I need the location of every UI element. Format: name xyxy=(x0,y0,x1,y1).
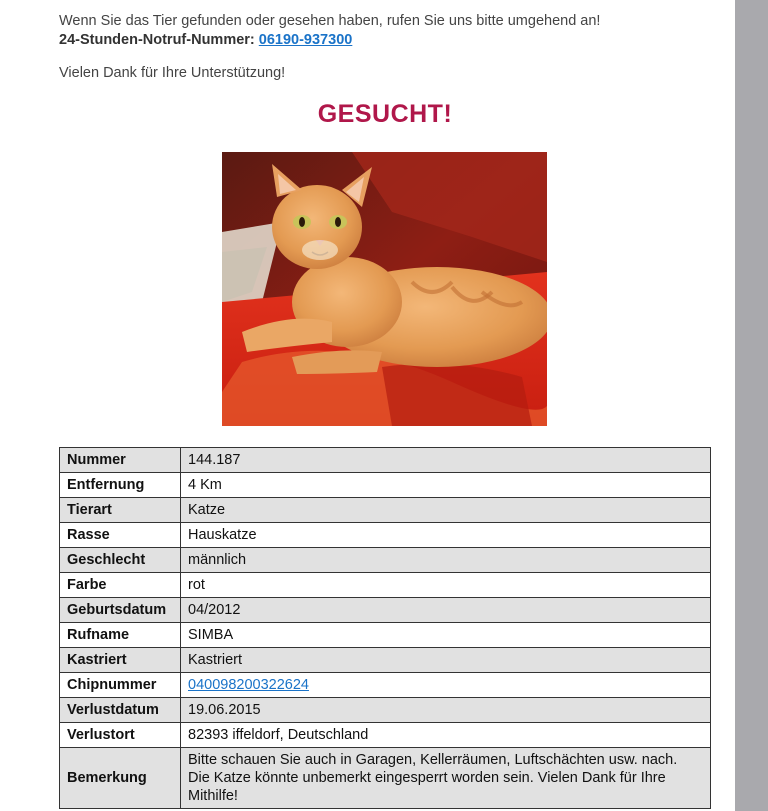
hotline-line xyxy=(59,31,600,50)
intro-line: Wenn Sie das Tier gefunden oder gesehen haben, rufen Sie uns bitte umgehend an! xyxy=(59,13,601,29)
row-value: Bitte schauen Sie auch in Garagen, Kellerräumen, Luftschächten usw. nach. Die Katze könnte unbemerkt eingesperrt worden sein. Vielen Dank für Ihre Mithilfe! xyxy=(181,748,711,809)
hotline-phone-link[interactable]: 06190-937300 xyxy=(258,32,353,48)
row-label: Entfernung xyxy=(60,473,181,498)
row-value: männlich xyxy=(181,548,711,573)
row-label: Geschlecht xyxy=(60,548,181,573)
row-label: Rufname xyxy=(60,623,181,648)
table-row xyxy=(60,548,711,573)
row-value: 144.187 xyxy=(181,448,711,473)
row-value: Kastriert xyxy=(181,648,711,673)
table-row xyxy=(60,723,711,748)
row-value: 82393 iffeldorf, Deutschland xyxy=(181,723,711,748)
row-value: 04/2012 xyxy=(181,598,711,623)
row-value: 4 Km xyxy=(181,473,711,498)
row-label: Verlustdatum xyxy=(60,698,181,723)
row-label: Nummer xyxy=(60,448,181,473)
row-label: Bemerkung xyxy=(60,748,181,809)
cat-photo xyxy=(222,152,547,426)
table-row xyxy=(60,523,711,548)
table-row xyxy=(60,473,711,498)
table-row xyxy=(60,623,711,648)
table-row xyxy=(60,573,711,598)
table-row xyxy=(60,598,711,623)
table-row xyxy=(60,648,711,673)
table-row xyxy=(60,673,711,698)
row-value: SIMBA xyxy=(181,623,711,648)
row-label: Verlustort xyxy=(60,723,181,748)
thanks-text: Vielen Dank für Ihre Unterstützung! xyxy=(59,65,286,81)
hotline-label: 24-Stunden-Notruf-Nummer: xyxy=(59,32,255,48)
row-label: Geburtsdatum xyxy=(60,598,181,623)
row-value xyxy=(181,673,711,698)
wanted-headline: GESUCHT! xyxy=(317,100,453,128)
table-row xyxy=(60,498,711,523)
row-value: rot xyxy=(181,573,711,598)
table-row xyxy=(60,748,711,809)
animal-details-table xyxy=(59,447,711,809)
row-label: Rasse xyxy=(60,523,181,548)
intro-text xyxy=(59,12,600,50)
table-row xyxy=(60,698,711,723)
row-label: Kastriert xyxy=(60,648,181,673)
email-body xyxy=(35,0,735,811)
row-value: Hauskatze xyxy=(181,523,711,548)
row-value: Katze xyxy=(181,498,711,523)
row-label: Tierart xyxy=(60,498,181,523)
table-row xyxy=(60,448,711,473)
row-value: 19.06.2015 xyxy=(181,698,711,723)
row-label: Chipnummer xyxy=(60,673,181,698)
row-label: Farbe xyxy=(60,573,181,598)
chip-number-link[interactable]: 040098200322624 xyxy=(188,677,309,693)
